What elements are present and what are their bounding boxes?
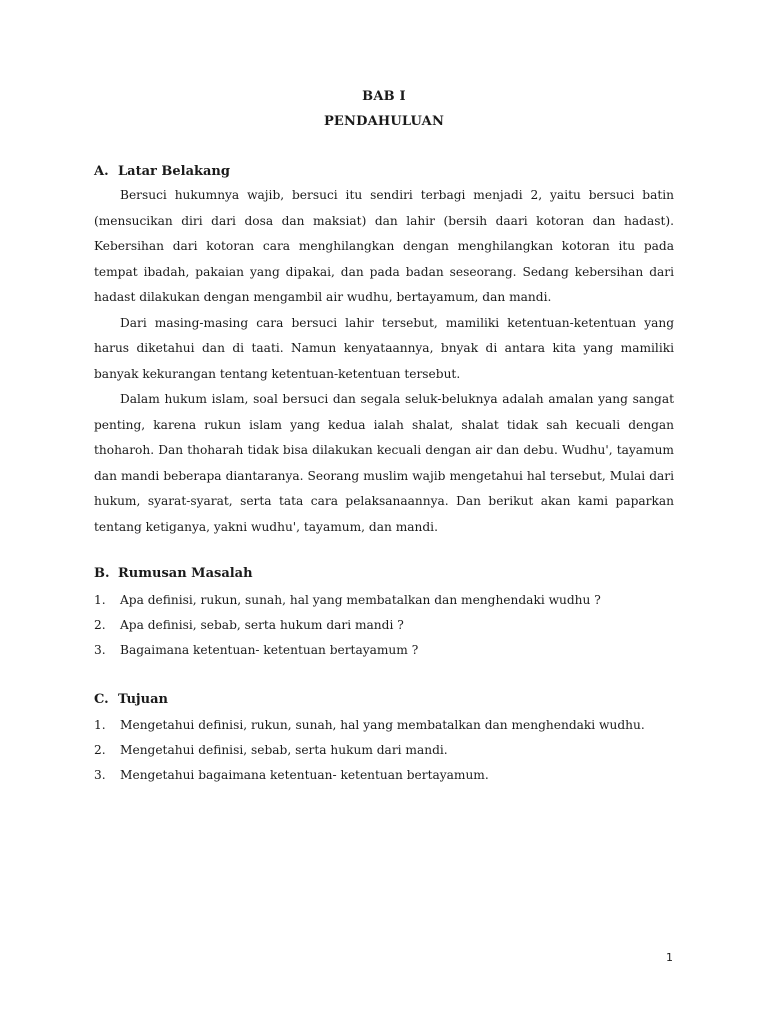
list-item	[94, 613, 674, 638]
list-item-number: 3.	[94, 643, 106, 657]
list-item-text: Mengetahui bagaimana ketentuan- ketentuan bertayamum.	[120, 768, 489, 782]
list-item-text: Bagaimana ketentuan- ketentuan bertayamum ?	[120, 643, 419, 657]
section-a-title: Latar Belakang	[118, 164, 230, 179]
section-c-list	[94, 713, 674, 788]
list-item-number: 2.	[94, 618, 106, 632]
list-item-text: Apa definisi, rukun, sunah, hal yang membatalkan dan menghendaki wudhu ?	[120, 593, 601, 607]
list-item	[94, 638, 674, 663]
section-a-heading	[94, 164, 230, 179]
section-b-letter: B.	[94, 566, 110, 581]
section-b-title: Rumusan Masalah	[118, 566, 253, 581]
section-a-letter: A.	[94, 164, 109, 179]
list-item-number: 1.	[94, 718, 106, 732]
paragraph: Dalam hukum islam, soal bersuci dan segala seluk-beluknya adalah amalan yang sangat penting, karena rukun islam yang kedua ialah shalat, shalat tidak sah kecuali dengan thoharoh. Dan thoharah tidak bisa dilakukan kecuali dengan air dan debu. Wudhu', tayamum dan mandi beberapa diantaranya. Seorang muslim wajib mengetahui hal tersebut, Mulai dari hukum, syarat-syarat, serta tata cara pelaksanaannya. Dan berikut akan kami paparkan tentang ketiganya, yakni wudhu', tayamum, dan mandi.	[94, 392, 674, 534]
paragraph: Dari masing-masing cara bersuci lahir tersebut, mamiliki ketentuan-ketentuan yang harus diketahui dan di taati. Namun kenyataannya, bnyak di antara kita yang mamiliki banyak kekurangan tentang ketentuan-ketentuan tersebut.	[94, 315, 674, 381]
page-number: 1	[666, 951, 673, 964]
list-item-text: Mengetahui definisi, rukun, sunah, hal yang membatalkan dan menghendaki wudhu.	[120, 718, 645, 732]
section-b-list	[94, 588, 674, 663]
section-c-letter: C.	[94, 692, 109, 707]
list-item	[94, 763, 674, 788]
list-item-number: 2.	[94, 743, 106, 757]
list-item-text: Mengetahui definisi, sebab, serta hukum dari mandi.	[120, 743, 448, 757]
list-item-number: 1.	[94, 593, 106, 607]
list-item-text: Apa definisi, sebab, serta hukum dari mandi ?	[120, 618, 404, 632]
chapter-title: PENDAHULUAN	[323, 114, 445, 129]
list-item	[94, 713, 674, 738]
section-b-heading	[94, 566, 253, 581]
paragraph: Bersuci hukumnya wajib, bersuci itu sendiri terbagi menjadi 2, yaitu bersuci batin (mensucikan diri dari dosa dan maksiat) dan lahir (bersih daari kotoran dan hadast). Kebersihan dari kotoran cara menghilangkan dengan menghilangkan kotoran itu pada tempat ibadah, pakaian yang dipakai, dan pada badan seseorang. Sedang kebersihan dari hadast dilakukan dengan mengambil air wudhu, bertayamum, dan mandi.	[94, 188, 674, 304]
section-a-body	[94, 183, 674, 540]
section-c-heading	[94, 692, 168, 707]
list-item-number: 3.	[94, 768, 106, 782]
list-item	[94, 588, 674, 613]
chapter-number: BAB I	[362, 89, 406, 104]
section-c-title: Tujuan	[118, 692, 168, 707]
list-item	[94, 738, 674, 763]
